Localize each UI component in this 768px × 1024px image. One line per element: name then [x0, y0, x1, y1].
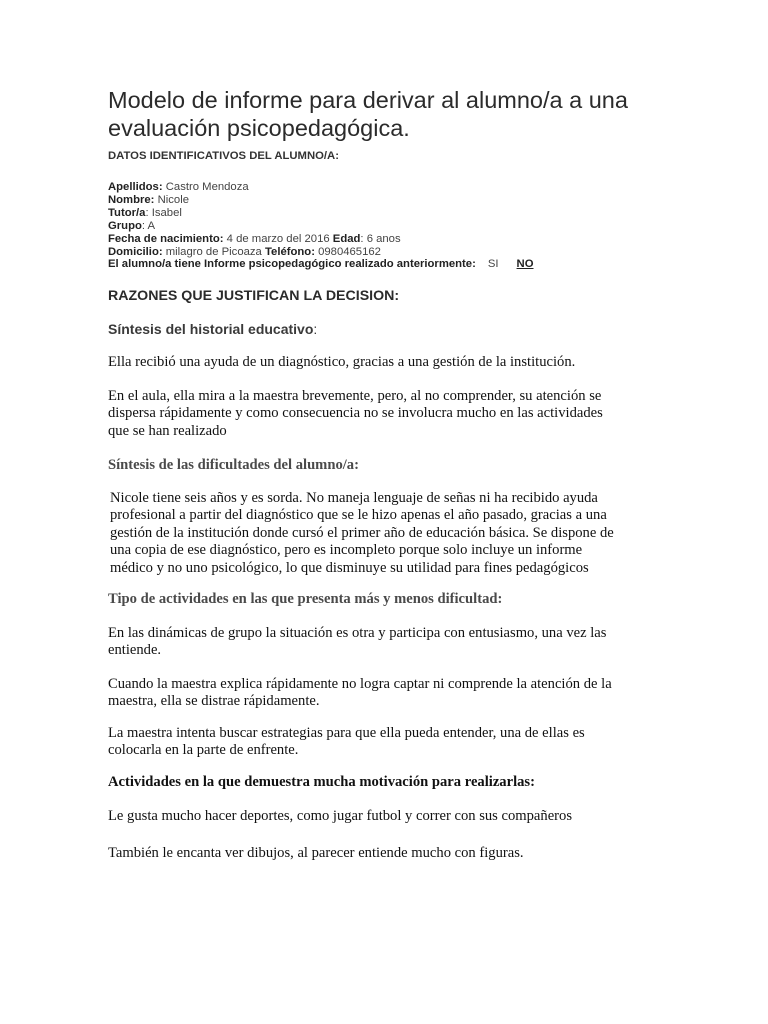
field-value: milagro de Picoaza	[162, 245, 265, 258]
field-value: : A	[141, 219, 156, 232]
document-page	[108, 86, 668, 142]
text-line: En el aula, ella mira a la maestra brevemente, pero, al no comprender, su atención se	[108, 388, 602, 404]
text-line: entiende.	[108, 642, 162, 659]
page-title: Modelo de informe para derivar al alumno/a a una evaluación psicopedagógica.	[108, 87, 628, 141]
paragraph-deportes: Le gusta mucho hacer deportes, como jugar futbol y correr con sus compañeros	[108, 808, 573, 824]
paragraph-dibujos: También le encanta ver dibujos, al parecer entiende mucho con figuras.	[108, 845, 524, 861]
text-line: Cuando la maestra explica rápidamente no logra captar ni comprende la atención de la	[108, 676, 612, 692]
text-line: médico y no uno psicológico, lo que disminuye su utilidad para fines pedagógicos	[110, 559, 589, 576]
sintesis-heading-colon: :	[313, 321, 318, 337]
field-apellidos	[108, 181, 668, 194]
text-line: gestión de la institución donde cursó el primer año de educación básica. Se dispone de	[110, 524, 614, 541]
subhead-motivacion: Actividades en la que demuestra mucha motivación para realizarlas:	[108, 774, 535, 790]
text-line: maestra, ella se distrae rápidamente.	[108, 693, 320, 710]
field-value: Castro Mendoza	[162, 181, 249, 193]
datos-heading: DATOS IDENTIFICATIVOS DEL ALUMNO/A:	[108, 150, 339, 162]
paragraph-diagnostico: Ella recibió una ayuda de un diagnóstico, gracias a una gestión de la institución.	[108, 354, 576, 370]
field-tutor	[108, 207, 668, 220]
field-label: Teléfono:	[264, 245, 315, 258]
field-label: Apellidos:	[108, 181, 163, 193]
sintesis-heading-text: Síntesis del historial educativo	[108, 321, 314, 337]
field-value: 4 de marzo del 2016	[223, 232, 333, 245]
paragraph-aula	[108, 388, 668, 440]
paragraph-dinamicas	[108, 625, 668, 660]
text-line: dispersa rápidamente y como consecuencia no se involucra mucho en las actividades	[108, 405, 603, 422]
subhead-dificultades: Síntesis de las dificultades del alumno/a:	[108, 457, 359, 473]
field-value: : Isabel	[145, 206, 182, 219]
text-line: En las dinámicas de grupo la situación es otra y participa con entusiasmo, una vez las	[108, 625, 607, 641]
text-line: que se han realizado	[108, 422, 227, 439]
option-si: SI	[487, 258, 499, 271]
subhead-tipo-actividades: Tipo de actividades en las que presenta más y menos dificultad:	[108, 591, 503, 607]
paragraph-maestra-explica	[108, 676, 668, 711]
text-line: Nicole tiene seis años y es sorda. No maneja lenguaje de señas ni ha recibido ayuda	[110, 490, 598, 506]
field-value: 0980465162	[314, 245, 381, 258]
field-domicilio-telefono	[108, 246, 668, 259]
sintesis-heading	[108, 321, 317, 337]
field-nombre	[108, 194, 668, 207]
field-label: Grupo	[108, 219, 142, 232]
field-label: El alumno/a tiene Informe psicopedagógico realizado anteriormente:	[108, 258, 476, 271]
field-label: Fecha de nacimiento:	[108, 232, 224, 245]
text-line: colocarla en la parte de enfrente.	[108, 742, 299, 759]
paragraph-estrategias	[108, 725, 668, 760]
field-fecha-edad	[108, 233, 668, 246]
student-fields	[108, 181, 668, 271]
option-no: NO	[516, 258, 534, 271]
field-value: : 6 anos	[360, 232, 401, 245]
field-value: Nicole	[154, 193, 189, 206]
paragraph-nicole	[110, 490, 670, 577]
field-label: Nombre:	[108, 193, 155, 206]
field-informe	[108, 258, 668, 271]
text-line: profesional a partir del diagnóstico que se le hizo apenas el año pasado, gracias a una	[110, 507, 607, 524]
text-line: una copia de ese diagnóstico, pero es incompleto porque solo incluye un informe	[110, 542, 583, 559]
field-label: Edad	[332, 232, 361, 245]
text-line: La maestra intenta buscar estrategias para que ella pueda entender, una de ellas es	[108, 725, 585, 741]
field-grupo	[108, 220, 668, 233]
field-label: Tutor/a	[108, 206, 146, 219]
field-label: Domicilio:	[108, 245, 163, 258]
razones-heading: RAZONES QUE JUSTIFICAN LA DECISION:	[108, 288, 400, 304]
